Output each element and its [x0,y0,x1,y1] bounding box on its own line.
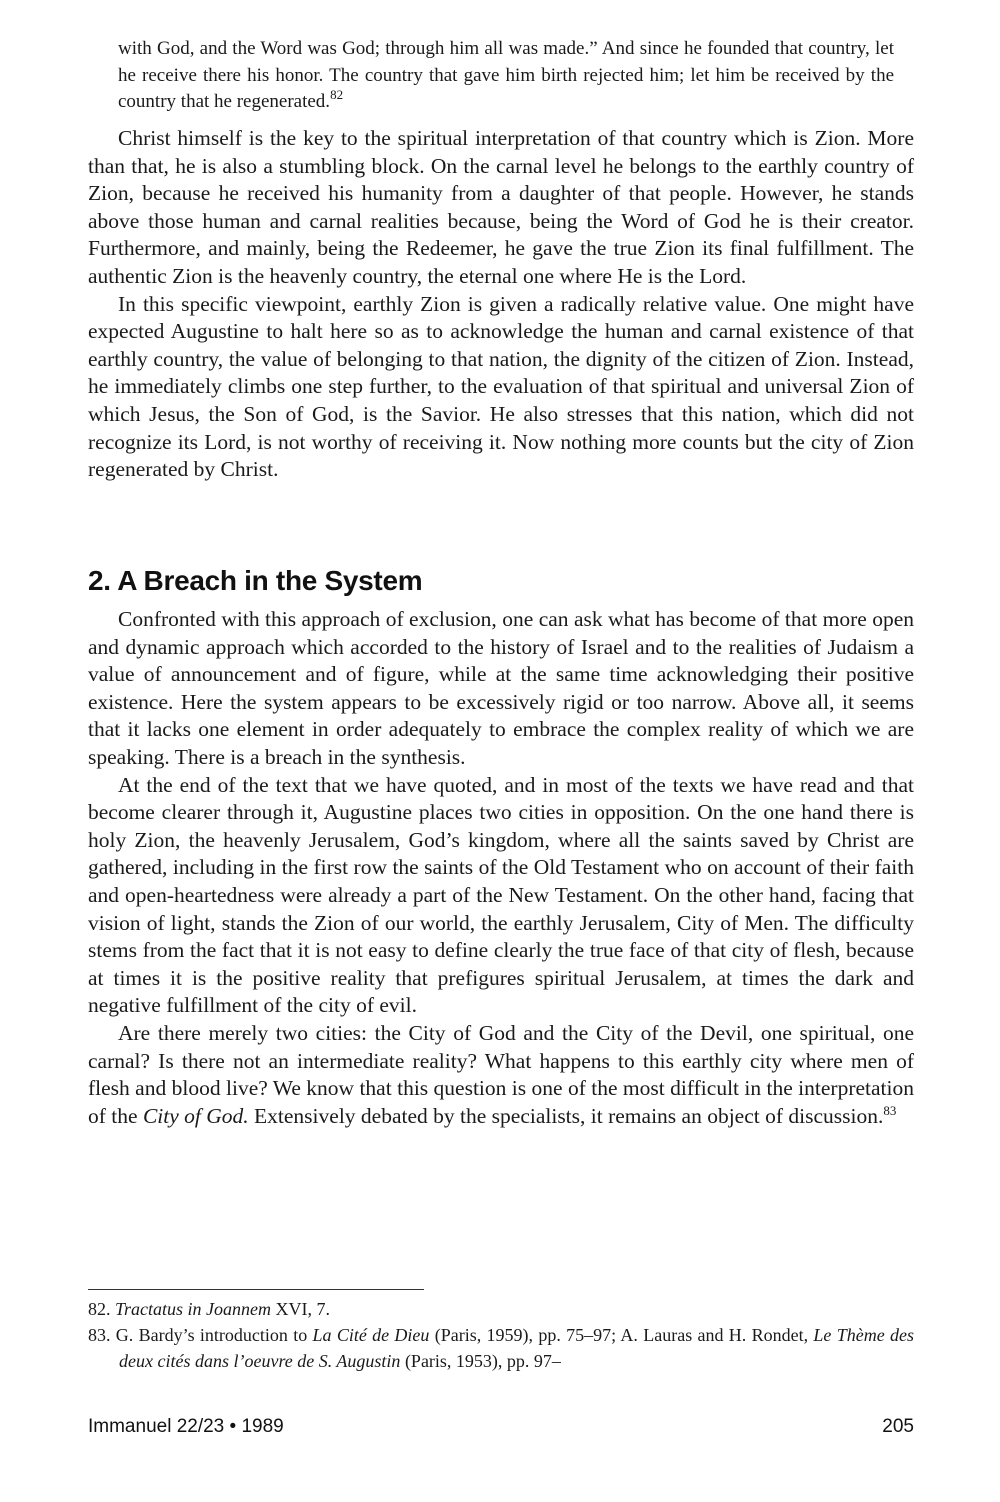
paragraph-text: Are there merely two cities: the City of God and the City of the Devil, one spiritual, one carnal? Is there not an intermediate reality? What happens to this earthly city where men of flesh and blood live? We know that this question is one of the most difficult in the interpretation of the [88,1020,914,1128]
section-heading: 2. A Breach in the System [88,565,423,596]
body-text-section-2 [88,606,914,1130]
footnote-83 [88,1322,914,1374]
paragraph-text: Extensively debated by the specialists, it remains an object of discussion. [248,1103,884,1128]
footnote-text: (Paris, 1953), pp. 97– [400,1351,561,1371]
quote-text [118,36,894,116]
book-title-italic: City of God. [142,1103,249,1128]
footnotes [88,1296,914,1374]
footnote-text: (Paris, 1959), pp. 75–97; A. Lauras and H. Rondet, [429,1325,814,1345]
footnote-ref-82[interactable]: 82 [330,87,344,102]
footnote-text: XVI, 7. [271,1299,330,1319]
paragraph: At the end of the text that we have quoted, and in most of the texts we have read and that become clearer through it, Augustine places two cities in opposition. On the one hand there is holy Zion, the heavenly Jerusalem, God’s kingdom, where all the saints saved by Christ are gathered, including in the first row the saints of the Old Testament who on account of their faith and open-heartedness were already a part of the New Testament. On the other hand, facing that vision of light, stands the Zion of our world, the earthly Jerusalem, City of Men. The difficulty stems from the fact that it is not easy to define clearly the true face of that city of flesh, because at times it is the positive reality that prefigures spiritual Jerusalem, at times the dark and negative fulfillment of the city of evil. [88,772,914,1018]
page-number: 205 [882,1416,914,1437]
journal-info: Immanuel 22/23 • 1989 [88,1416,284,1437]
paragraph: In this specific viewpoint, earthly Zion is given a radically relative value. One might have expected Augustine to halt here so as to acknowledge the human and carnal existence of that earthly country, the value of belonging to that nation, the dignity of the citizen of Zion. Instead, he immediately climbs one step further, to the evaluation of that spiritual and universal Zion of which Jesus, the Son of God, is the Savior. He also stresses that this nation, which did not recognize its Lord, is not worthy of receiving it. Now nothing more counts but the city of Zion regenerated by Christ. [88,291,914,482]
footnote-divider [88,1289,424,1290]
paragraph: Confronted with this approach of exclusion, one can ask what has become of that more open and dynamic approach which accorded to the history of Israel and to the realities of Judaism a value of announcement and of figure, while at the same time acknowledging their positive existence. Here the system appears to be excessively rigid or too narrow. Above all, it seems that it lacks one element in order adequately to embrace the complex reality of which we are speaking. There is a breach in the synthesis. [88,607,914,769]
block-quote [118,36,894,116]
footnote-number: 82. [88,1299,111,1319]
quote-line: with God, and the Word was God; through him all was made.” And since he founded that country, let he receive there his honor. The country that gave him birth rejected him; let him be received by the country that he regenerated. [118,38,894,112]
footnote-text: G. Bardy’s introduction to [110,1325,313,1345]
footnote-82 [88,1296,914,1322]
footnote-number: 83. [88,1325,111,1345]
body-text-section-1 [88,125,914,484]
footnote-title: La Cité de Dieu [312,1325,430,1345]
footnote-title: Tractatus in Joannem [115,1299,271,1319]
page-footer [88,1416,914,1438]
footnote-ref-83[interactable]: 83 [883,1102,897,1118]
paragraph [88,1020,914,1130]
footnote-title: Le Thème des deux cités dans l’oeuvre de S. Augustin [119,1325,915,1371]
paragraph: Christ himself is the key to the spiritual interpretation of that country which is Zion. More than that, he is also a stumbling block. On the carnal level he belongs to the earthly country of Zion, because he received his humanity from a daughter of that people. However, he stands above those human and carnal realities because, being the Word of God he is their creator. Furthermore, and mainly, being the Redeemer, he gave the true Zion its final fulfillment. The authentic Zion is the heavenly country, the eternal one where He is the Lord. [88,126,914,288]
